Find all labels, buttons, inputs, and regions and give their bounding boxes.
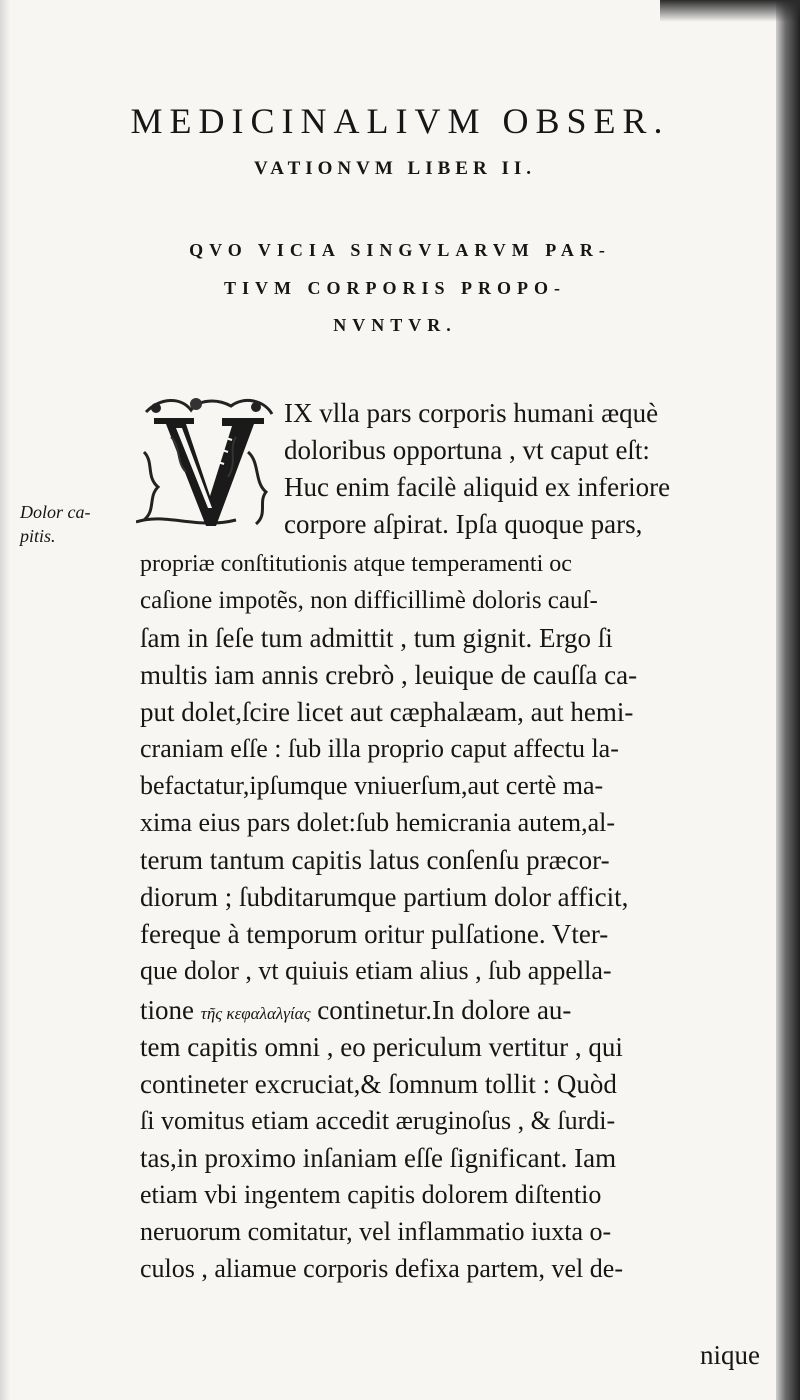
body-line: culos , aliamue corporis defixa partem, vel de-	[140, 1254, 623, 1283]
body-line: craniam eſſe : ſub illa proprio caput affectu la-	[140, 734, 619, 763]
body-line: tem capitis omni , eo periculum vertitur , qui	[140, 1032, 623, 1062]
chapter-subtitle-line2: TIVM CORPORIS PROPO-	[224, 278, 566, 298]
body-line: etiam vbi ingentem capitis dolorem diſtentio	[140, 1180, 602, 1209]
body-line: caſione impotẽs, non difficillimè doloris cauſ-	[140, 587, 598, 614]
chapter-subtitle-line3: NVNTVR.	[333, 315, 457, 335]
catchword: nique	[700, 1340, 760, 1370]
marginal-note-line1: Dolor ca-	[20, 502, 91, 522]
body-line: befactatur,ipſumque vniuerſum,aut certè ma-	[140, 771, 604, 800]
body-line-greek	[140, 992, 571, 1032]
greek-line-prefix: tione	[140, 995, 194, 1025]
marginal-note-line2: pitis.	[20, 526, 56, 546]
body-line: xima eius pars dolet:ſub hemicrania autem,al-	[140, 808, 616, 837]
body-line: tas,in proximo inſaniam eſſe ſignificant. Iam	[140, 1143, 617, 1173]
body-line: diorum ; ſubditarumque partium dolor afficit,	[140, 882, 629, 912]
body-line: fereque à temporum oritur pulſatione. Vter-	[140, 919, 609, 949]
body-line: corpore aſpirat. Ipſa quoque pars,	[284, 509, 643, 539]
chapter-title-line1: MEDICINALIVM OBSER.	[130, 101, 670, 141]
body-line: que dolor , vt quiuis etiam alius , ſub appella-	[140, 956, 612, 985]
body-line: propriæ conſtitutionis atque temperamenti oc	[140, 551, 572, 577]
body-line: put dolet,ſcire licet aut cæphalæam, aut hemi-	[140, 697, 634, 727]
body-line: ſam in ſeſe tum admittit , tum gignit. Ergo ſi	[140, 623, 613, 653]
body-line: doloribus opportuna , vt caput eſt:	[284, 435, 650, 465]
greek-line-suffix: continetur.In dolore au-	[317, 995, 572, 1025]
body-line: terum tantum capitis latus conſenſu præcor-	[140, 845, 610, 875]
greek-phrase: τῆς κεφαλαλγίας	[200, 1004, 311, 1023]
body-line: ſi vomitus etiam accedit æruginoſus , & ſurdi-	[140, 1106, 616, 1135]
body-line: Huc enim facilè aliquid ex inferiore	[284, 472, 671, 502]
body-line: contineter excruciat,& ſomnum tollit : Quòd	[140, 1069, 617, 1099]
chapter-subtitle-line1: QVO VICIA SINGVLARVM PAR-	[189, 240, 611, 260]
body-line: neruorum comitatur, vel inflammatio iuxta o-	[140, 1217, 612, 1246]
body-line: IX vlla pars corporis humani æquè	[284, 398, 659, 428]
body-line: multis iam annis crebrò , leuique de cauſſa ca-	[140, 660, 638, 690]
chapter-title-line2: VATIONVM LIBER II.	[254, 158, 536, 179]
